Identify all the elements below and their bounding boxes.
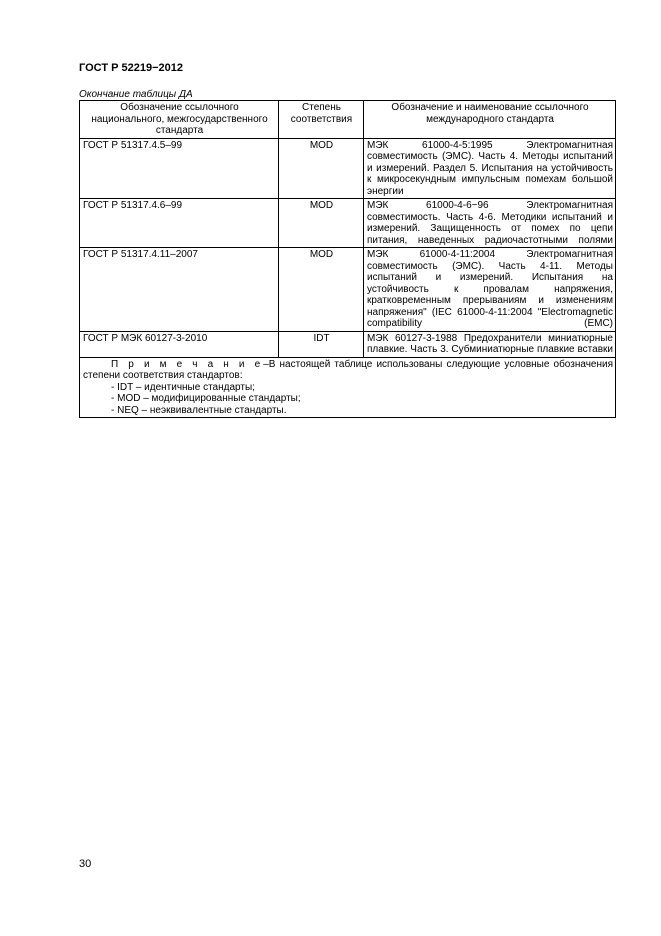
table-header-row — [80, 101, 616, 139]
note-label: П р и м е ч а н и е — [111, 358, 264, 370]
header-international-standard: Обозначение и наименование ссылочного международного стандарта — [364, 101, 616, 139]
national-standard-cell: ГОСТ Р МЭК 60127-3-2010 — [80, 331, 279, 357]
page-number: 30 — [79, 858, 92, 870]
national-standard-cell: ГОСТ Р 51317.4.11–2007 — [80, 248, 279, 332]
table-row — [80, 248, 616, 332]
table-row — [80, 331, 616, 357]
standards-table — [79, 100, 616, 418]
table-note-row — [80, 357, 616, 418]
national-standard-cell: ГОСТ Р 51317.4.5–99 — [80, 138, 279, 199]
header-national-standard: Обозначение ссылочного национального, межгосударственного стандарта — [80, 101, 279, 139]
note-item: - IDT – идентичные стандарты; — [111, 381, 255, 393]
document-header: ГОСТ Р 52219−2012 — [79, 62, 183, 74]
international-standard-cell: МЭК 60127-3-1988 Предохранители миниатюрные плавкие. Часть 3. Субминиатюрные плавкие вставки — [364, 331, 616, 357]
international-standard-cell: МЭК 61000-4-6−96 Электромагнитная совместимость. Часть 4-6. Методики испытаний и измерений. Защищенность от помех по цепи питания, наведенных радиочастотными полями — [364, 199, 616, 248]
table-note — [80, 357, 616, 418]
table-row — [80, 199, 616, 248]
note-item: - MOD – модифицированные стандарты; — [111, 393, 301, 404]
degree-cell: MOD — [279, 248, 364, 332]
international-standard-cell: МЭК 61000-4-11:2004 Электромагнитная совместимость (ЭМС). Часть 4-11. Методы испытаний и измерений. Испытания на устойчивость к провалам напряжения, кратковременным прерываниям и изменениям напряжения" (IEC 61000-4-11:2004 "Electromagnetic compatibility (EMC) — [364, 248, 616, 332]
degree-cell: MOD — [279, 138, 364, 199]
note-item: - NEQ – неэквивалентные стандарты. — [111, 404, 287, 416]
national-standard-cell: ГОСТ Р 51317.4.6–99 — [80, 199, 279, 248]
degree-cell: IDT — [279, 331, 364, 357]
degree-cell: MOD — [279, 199, 364, 248]
international-standard-cell: МЭК 61000-4-5:1995 Электромагнитная совместимость (ЭМС). Часть 4. Методы испытаний и измерений. Раздел 5. Испытания на устойчивость к микросекундным импульсным помехам большой энергии — [364, 138, 616, 199]
table-row — [80, 138, 616, 199]
note-text: –В настоящей таблице использованы следующие условные обозначения степени соответствия стандартов: — [83, 358, 614, 381]
table-caption: Окончание таблицы ДА — [79, 89, 193, 100]
header-degree: Степень соответствия — [279, 101, 364, 139]
note-heading — [83, 359, 613, 382]
